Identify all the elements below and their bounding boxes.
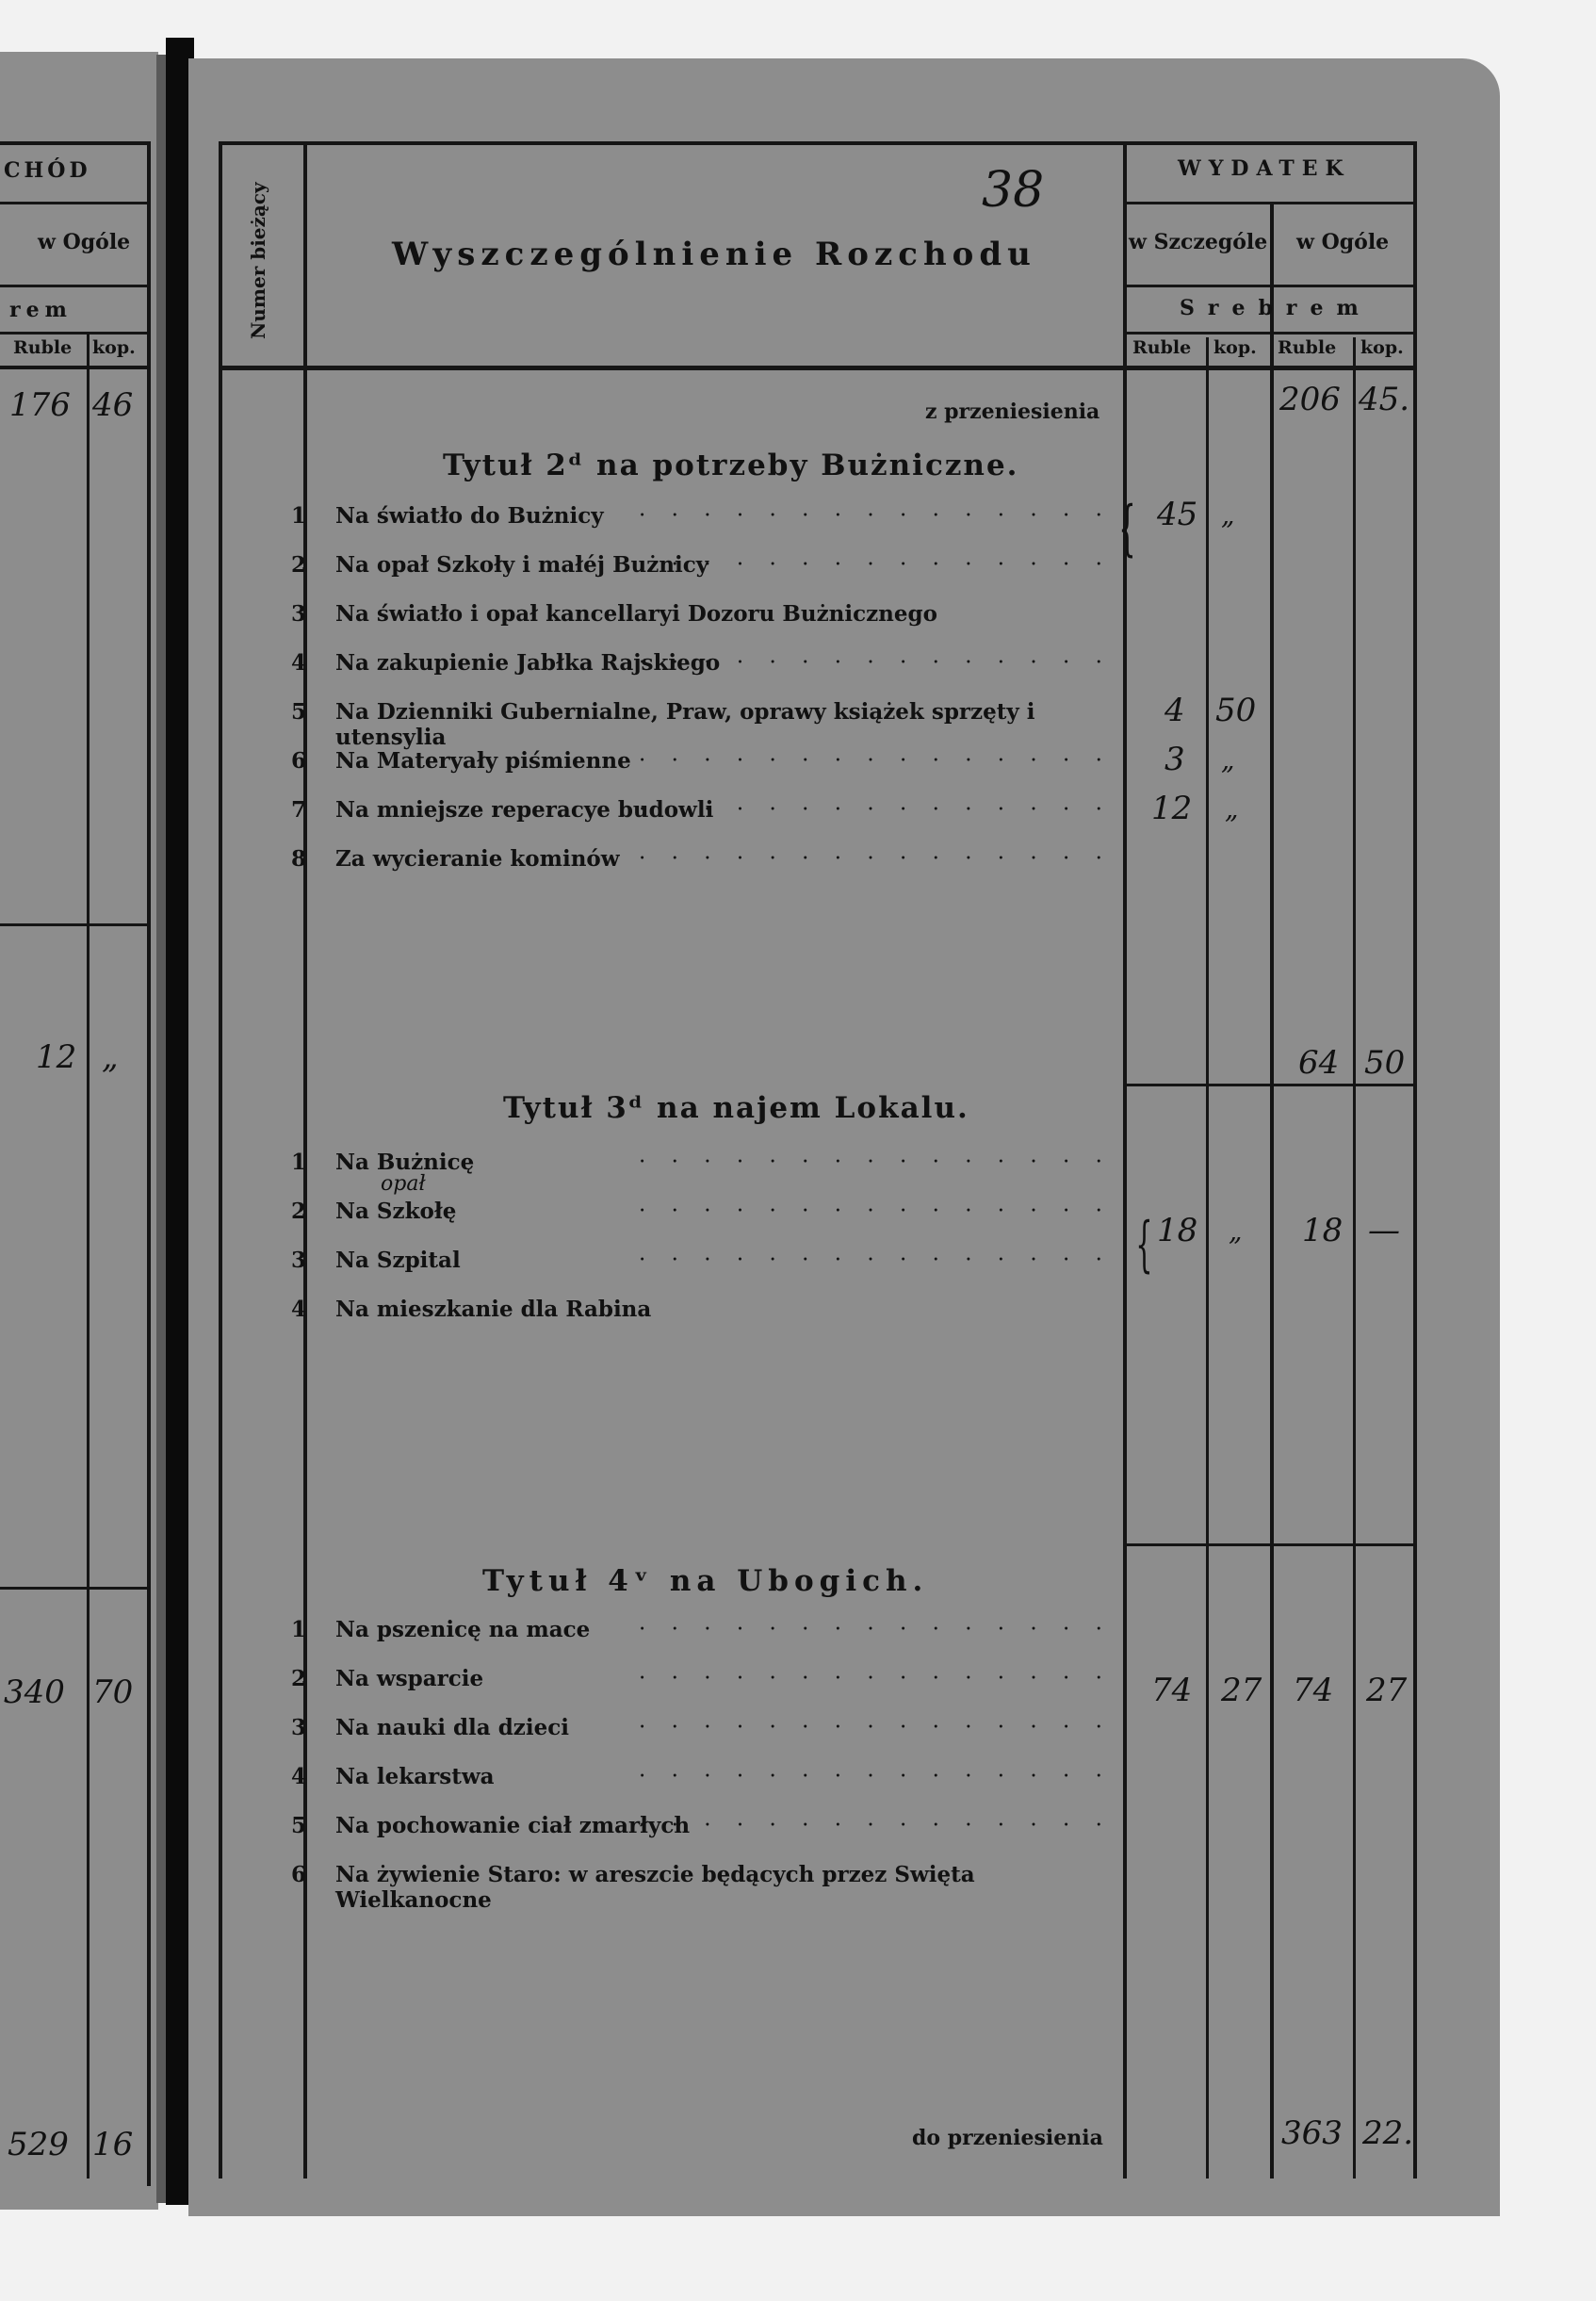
carry-out-ruble: 363	[1281, 2114, 1343, 2152]
brace-icon: {	[1118, 494, 1136, 563]
ledger-row	[217, 503, 1121, 545]
ledger-row	[217, 846, 1121, 888]
section-title-4: Tytuł 4ᵛ na Ubogich.	[482, 1564, 929, 1598]
detail-ruble: 12	[1151, 790, 1193, 827]
row-label: Na Dzienniki Gubernialne, Praw, oprawy książek sprzęty i utensylia	[335, 699, 1035, 750]
handwritten-annotation: opał	[381, 1172, 426, 1196]
detail-kop: „	[1221, 499, 1235, 530]
page-number: 38	[982, 162, 1045, 219]
section-total-kop: —	[1368, 1212, 1400, 1249]
section-title-3: Tytuł 3ᵈ na najem Lokalu.	[503, 1091, 969, 1125]
left-entry-kop: 46	[92, 386, 134, 424]
left-entry-ruble: 12	[36, 1038, 77, 1076]
row-label: Na Szpital	[335, 1248, 461, 1273]
left-rule	[0, 1587, 149, 1590]
left-rule	[0, 923, 149, 926]
row-number: 4	[290, 1764, 306, 1789]
ledger-row	[217, 1150, 1121, 1191]
kop-column-divider	[1206, 337, 1209, 2179]
row-label: Na zakupienie Jabłka Rajskiego	[335, 650, 721, 676]
kop-column-divider	[1353, 337, 1356, 2179]
row-label: Na nauki dla dzieci	[335, 1715, 569, 1740]
row-label: Na Bużnicę	[335, 1150, 475, 1175]
left-col-ruble: Ruble	[13, 337, 73, 358]
detail-ruble: 74	[1151, 1672, 1193, 1709]
ledger-row	[217, 1764, 1121, 1805]
row-number: 2	[290, 1199, 306, 1224]
leader-dots: · · · · · · · · · · · · · · ·	[638, 1715, 1112, 1739]
row-number: 1	[290, 1150, 306, 1175]
leader-dots: · · · · · · · · · · · · · · ·	[638, 846, 1112, 871]
ledger-row	[217, 552, 1121, 594]
frame-right	[1413, 141, 1417, 2179]
leader-dots: · · · · · · · · · · · · · · ·	[638, 1617, 1112, 1641]
header-bottom-rule	[219, 366, 1417, 370]
srebrem-label: Srebrem	[1180, 296, 1372, 320]
detail-total-divider	[1270, 202, 1274, 2179]
w-szczegole-label: w Szczególe	[1129, 230, 1268, 254]
header-top-rule	[219, 141, 1417, 145]
row-number: 2	[290, 552, 306, 578]
detail-ruble: 45	[1157, 496, 1198, 533]
ledger-row	[217, 748, 1121, 790]
section-total-ruble: 74	[1293, 1672, 1334, 1709]
row-label: Na Szkołę	[335, 1199, 457, 1224]
left-col-divider	[87, 332, 90, 2179]
header-rule	[1123, 332, 1417, 335]
left-col-divider	[147, 141, 151, 2186]
row-number: 6	[290, 748, 306, 774]
ledger-row	[217, 1297, 1121, 1338]
col-kop-label: kop.	[1213, 337, 1257, 358]
left-entry-kop: 16	[92, 2126, 134, 2163]
ledger-row	[217, 1715, 1121, 1756]
left-entry-ruble: 340	[4, 1673, 65, 1711]
left-page	[0, 52, 158, 2210]
row-label: Na mieszkanie dla Rabina	[335, 1297, 652, 1322]
carry-out-kop: 22.	[1362, 2114, 1414, 2152]
section-total-ruble: 64	[1298, 1044, 1340, 1082]
row-number: 5	[290, 699, 306, 725]
leader-dots: · · · · · · · · · · · · · · ·	[638, 1666, 1112, 1690]
numer-biezacy-label: Numer bieżący	[247, 182, 269, 339]
leader-dots: · · · · · · · · · · · · · · ·	[638, 650, 1112, 675]
row-label: Na lekarstwa	[335, 1764, 495, 1789]
detail-ruble: 3	[1164, 741, 1185, 778]
ledger-row	[217, 1862, 1121, 1913]
page-title: Wyszczególnienie Rozchodu	[392, 236, 1036, 273]
row-label: Za wycieranie kominów	[335, 846, 620, 872]
ledger-row	[217, 1248, 1121, 1289]
left-rule	[0, 366, 149, 369]
ledger-row	[217, 1813, 1121, 1854]
row-label: Na opał Szkoły i małéj Bużnicy	[335, 552, 709, 578]
ledger-row	[217, 650, 1121, 692]
row-number: 3	[290, 1248, 306, 1273]
left-rule	[0, 202, 149, 204]
detail-ruble: 4	[1164, 692, 1185, 729]
col-ruble-label: Ruble	[1278, 337, 1337, 358]
left-entry-kop: „	[102, 1038, 119, 1076]
row-label: Na żywienie Staro: w areszcie będących przez Swięta Wielkanocne	[335, 1862, 975, 1913]
left-rule	[0, 141, 149, 145]
row-label: Na światło do Bużnicy	[335, 503, 604, 529]
amount-column-divider	[1123, 141, 1127, 2179]
leader-dots: · · · · · · · · · · · · · · ·	[638, 552, 1112, 577]
left-w-ogole: w Ogóle	[38, 230, 131, 254]
left-srebrem: rem	[9, 298, 73, 322]
row-label: Na światło i opał kancellaryi Dozoru Bużnicznego	[335, 601, 937, 627]
row-number: 1	[290, 1617, 306, 1642]
detail-kop: 27	[1221, 1672, 1262, 1709]
left-entry-kop: 70	[92, 1673, 134, 1711]
leader-dots: · · · · · · · · · · · · · · ·	[638, 1150, 1112, 1174]
detail-kop: 50	[1215, 692, 1257, 729]
section-total-kop: 27	[1366, 1672, 1408, 1709]
leader-dots: · · · · · · · · · · · · · · ·	[638, 797, 1112, 822]
col-kop-label: kop.	[1360, 337, 1404, 358]
section-rule	[1123, 1543, 1417, 1546]
carry-in-ruble: 206	[1279, 381, 1341, 418]
detail-kop: „	[1225, 793, 1239, 824]
left-entry-ruble: 529	[8, 2126, 69, 2163]
ledger-row	[217, 1666, 1121, 1707]
leader-dots: · · · · · · · · · · · · · · ·	[638, 1199, 1112, 1223]
detail-kop: „	[1221, 744, 1235, 775]
detail-kop: „	[1229, 1216, 1243, 1247]
left-col-kop: kop.	[92, 337, 136, 358]
row-label: Na pochowanie ciał zmarłych	[335, 1813, 691, 1838]
detail-ruble: 18	[1157, 1212, 1198, 1249]
row-number: 6	[290, 1862, 306, 1887]
left-rule	[0, 285, 149, 287]
section-title-2: Tytuł 2ᵈ na potrzeby Bużniczne.	[443, 449, 1019, 482]
left-header-fragment: CHÓD	[4, 158, 91, 183]
row-number: 4	[290, 650, 306, 676]
leader-dots: · · · · · · · · · · · · · · ·	[638, 1813, 1112, 1837]
ledger-row	[217, 699, 1121, 750]
ledger-row	[217, 601, 1121, 643]
left-entry-ruble: 176	[9, 386, 71, 424]
row-number: 8	[290, 846, 306, 872]
left-rule	[0, 332, 149, 335]
ledger-row	[217, 1617, 1121, 1658]
leader-dots: · · · · · · · · · · · · · · ·	[638, 1248, 1112, 1272]
ledger-row	[217, 1199, 1121, 1240]
col-ruble-label: Ruble	[1132, 337, 1192, 358]
section-rule	[1123, 1084, 1417, 1086]
row-number: 5	[290, 1813, 306, 1838]
row-number: 1	[290, 503, 306, 529]
row-number: 2	[290, 1666, 306, 1691]
section-total-ruble: 18	[1302, 1212, 1344, 1249]
carry-in-label: z przeniesienia	[925, 400, 1100, 424]
leader-dots: · · · · · · · · · · · · · · ·	[638, 1764, 1112, 1788]
row-number: 3	[290, 601, 306, 627]
row-number: 4	[290, 1297, 306, 1322]
row-label: Na pszenicę na mace	[335, 1617, 591, 1642]
header-rule	[1123, 285, 1417, 287]
header-rule	[1123, 202, 1417, 204]
row-label: Na mniejsze reperacye budowli	[335, 797, 714, 823]
row-label: Na wsparcie	[335, 1666, 484, 1691]
section-total-kop: 50	[1364, 1044, 1406, 1082]
ledger-row	[217, 797, 1121, 839]
leader-dots: · · · · · · · · · · · · · · ·	[638, 503, 1112, 528]
row-number: 3	[290, 1715, 306, 1740]
row-number: 7	[290, 797, 306, 823]
row-label: Na Materyały piśmienne	[335, 748, 631, 774]
wydatek-label: WYDATEK	[1178, 156, 1351, 181]
w-ogole-label: w Ogóle	[1296, 230, 1390, 254]
carry-in-kop: 45.	[1359, 381, 1410, 418]
brace-icon: {	[1135, 1210, 1153, 1280]
carry-out-label: do przeniesienia	[912, 2126, 1103, 2150]
leader-dots: · · · · · · · · · · · · · · ·	[638, 748, 1112, 773]
